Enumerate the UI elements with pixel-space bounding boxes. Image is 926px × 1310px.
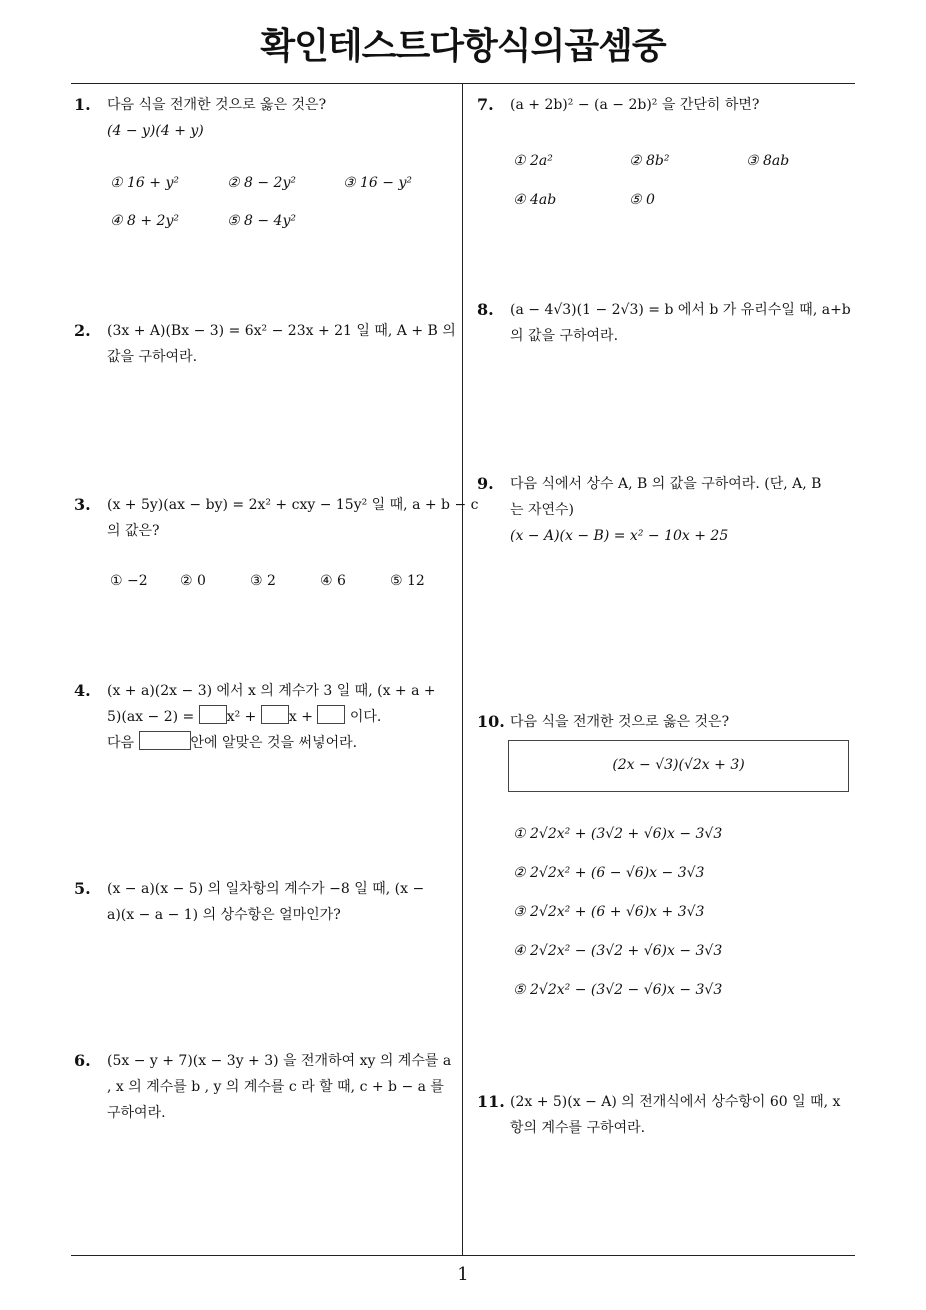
question-text-line: 항의 계수를 구하여라.: [510, 1120, 646, 1136]
question-number: 7.: [477, 95, 494, 114]
header-rule: [71, 83, 855, 84]
question-text-line: (a − 4√3)(1 − 2√3) = b 에서 b 가 유리수일 때, a+b: [510, 302, 851, 318]
blank-indicator: [139, 731, 191, 750]
question-9: [477, 471, 862, 556]
choice-1[interactable]: ① 16 + y²: [110, 175, 179, 191]
question-number: 6.: [74, 1051, 91, 1070]
question-4: [74, 678, 459, 768]
question-text: (a + 2b)² − (a − 2b)² 을 간단히 하면?: [510, 97, 760, 113]
question-number: 8.: [477, 300, 494, 319]
choice-5[interactable]: ⑤ 8 − 4y²: [227, 213, 296, 229]
answer-blank-3[interactable]: [317, 705, 345, 724]
question-text-line: , x 의 계수를 b , y 의 계수를 c 라 할 때, c + b − a 를: [107, 1079, 444, 1095]
choice-3[interactable]: ③ 2: [250, 573, 276, 589]
question-text-line: 구하여라.: [107, 1105, 166, 1121]
question-text: 다음 식을 전개한 것으로 옳은 것은?: [510, 714, 730, 730]
question-text-line: (x + a)(2x − 3) 에서 x 의 계수가 3 일 때, (x + a +: [107, 683, 436, 699]
question-2: [74, 318, 459, 378]
choice-1[interactable]: ① −2: [110, 573, 148, 589]
question-7: [477, 92, 862, 212]
answer-blank-2[interactable]: [261, 705, 289, 724]
question-text-line: (x − a)(x − 5) 의 일차항의 계수가 −8 일 때, (x −: [107, 881, 425, 897]
question-text-part: x +: [288, 709, 313, 725]
question-number: 3.: [74, 495, 91, 514]
question-text: 다음 식을 전개한 것으로 옳은 것은?: [107, 97, 327, 113]
question-10: [477, 709, 862, 1009]
question-text-line: 의 값을 구하여라.: [510, 328, 619, 344]
question-number: 11.: [477, 1092, 505, 1111]
question-text-part: 다음: [107, 735, 135, 751]
question-text-line: 는 자연수): [510, 502, 575, 518]
choice-1[interactable]: ① 2√2x² + (3√2 + √6)x − 3√3: [513, 826, 723, 842]
choice-3[interactable]: ③ 16 − y²: [343, 175, 412, 191]
question-text-line: a)(x − a − 1) 의 상수항은 얼마인가?: [107, 907, 341, 923]
expression-box: (2x − √3)(√2x + 3): [508, 740, 849, 792]
question-text-line: 값을 구하여라.: [107, 349, 198, 365]
page-title: 확인테스트다항식의곱셈중: [260, 26, 666, 67]
question-text-part: 안에 알맞은 것을 써넣어라.: [190, 735, 358, 751]
choice-4[interactable]: ④ 4ab: [513, 192, 557, 208]
choice-1[interactable]: ① 2a²: [513, 153, 553, 169]
question-number: 4.: [74, 681, 91, 700]
question-text-line: (5x − y + 7)(x − 3y + 3) 을 전개하여 xy 의 계수를 a: [107, 1053, 452, 1069]
question-number: 2.: [74, 321, 91, 340]
question-text-part: 5)(ax − 2) =: [107, 709, 195, 725]
question-11: [477, 1089, 862, 1149]
choice-4[interactable]: ④ 2√2x² − (3√2 + √6)x − 3√3: [513, 943, 723, 959]
choice-5[interactable]: ⑤ 0: [629, 192, 655, 208]
choice-3[interactable]: ③ 2√2x² + (6 + √6)x + 3√3: [513, 904, 705, 920]
question-number: 5.: [74, 879, 91, 898]
choice-5[interactable]: ⑤ 2√2x² − (3√2 − √6)x − 3√3: [513, 982, 723, 998]
question-5: [74, 876, 459, 936]
choice-2[interactable]: ② 0: [180, 573, 206, 589]
choice-3[interactable]: ③ 8ab: [746, 153, 790, 169]
question-text-line: (x + 5y)(ax − by) = 2x² + cxy − 15y² 일 때, a + b − c: [107, 497, 479, 513]
choice-4[interactable]: ④ 6: [320, 573, 346, 589]
question-text-line: 다음 식에서 상수 A, B 의 값을 구하여라. (단, A, B: [510, 476, 822, 492]
choice-2[interactable]: ② 8 − 2y²: [227, 175, 296, 191]
choice-2[interactable]: ② 8b²: [629, 153, 670, 169]
question-number: 9.: [477, 474, 494, 493]
answer-blank-1[interactable]: [199, 705, 227, 724]
question-expression: (4 − y)(4 + y): [107, 123, 204, 139]
page-number: 1: [457, 1264, 469, 1285]
question-text-line: 의 값은?: [107, 523, 160, 539]
question-6: [74, 1048, 459, 1133]
question-8: [477, 297, 862, 357]
choice-2[interactable]: ② 2√2x² + (6 − √6)x − 3√3: [513, 865, 705, 881]
question-1: [74, 92, 459, 242]
question-number: 1.: [74, 95, 91, 114]
question-3: [74, 492, 479, 602]
question-number: 10.: [477, 712, 505, 731]
column-divider: [462, 84, 463, 1256]
question-text-part: x² +: [226, 709, 257, 725]
footer-rule: [71, 1255, 855, 1256]
choice-4[interactable]: ④ 8 + 2y²: [110, 213, 179, 229]
question-text-line: (3x + A)(Bx − 3) = 6x² − 23x + 21 일 때, A + B 의: [107, 323, 456, 339]
question-text-part: 이다.: [349, 709, 382, 725]
choice-5[interactable]: ⑤ 12: [390, 573, 425, 589]
question-expression: (x − A)(x − B) = x² − 10x + 25: [510, 528, 729, 544]
question-text-line: (2x + 5)(x − A) 의 전개식에서 상수항이 60 일 때, x: [510, 1094, 841, 1110]
